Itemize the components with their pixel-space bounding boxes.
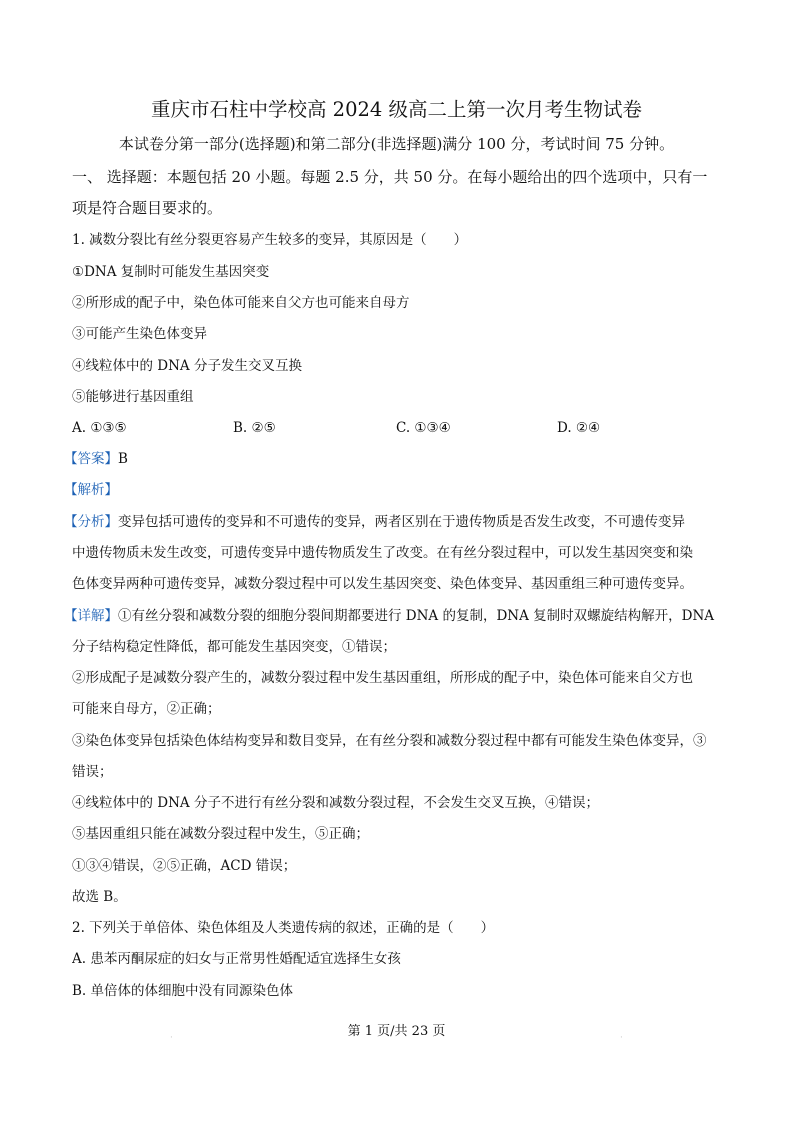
fenxi-line-2: 中遗传物质未发生改变，可遗传变异中遗传物质发生了改变。在有丝分裂过程中，可以发生基因突变和染 bbox=[72, 545, 693, 561]
section-heading-line-2: 项是符合题目要求的。 bbox=[72, 199, 223, 217]
analysis-tag: 【解析】 bbox=[64, 482, 118, 498]
question-2-option-a: A. 患苯丙酮尿症的妇女与正常男性婚配适宜选择生女孩 bbox=[72, 951, 401, 967]
fenxi-line-1 bbox=[64, 513, 721, 531]
xiangjie-line-7: ④线粒体中的 DNA 分子不进行有丝分裂和减数分裂过程，不会发生交叉互换，④错误； bbox=[72, 795, 599, 811]
xiangjie-line-4: 可能来自母方，②正确； bbox=[72, 701, 221, 717]
xiangjie-line-8: ⑤基因重组只能在减数分裂过程中发生，⑤正确； bbox=[72, 826, 369, 842]
question-1-option-b: B. ②⑤ bbox=[233, 420, 276, 436]
xiangjie-line-9: ①③④错误，②⑤正确，ACD 错误； bbox=[72, 858, 297, 874]
fenxi-tag: 【分析】 bbox=[64, 514, 118, 530]
fenxi-text-1: 变异包括可遗传的变异和不可遗传的变异，两者区别在于遗传物质是否发生改变，不可遗传变异 bbox=[118, 514, 685, 530]
faint-mark: · bbox=[620, 1033, 623, 1043]
question-1-option-a: A. ①③⑤ bbox=[72, 420, 127, 436]
xiangjie-line-6: 错误； bbox=[72, 764, 113, 780]
page-footer: 第 1 页/共 23 页 bbox=[347, 1024, 446, 1039]
question-1-option-c: C. ①③④ bbox=[396, 420, 451, 436]
xiangjie-tag: 【详解】 bbox=[64, 608, 118, 624]
xiangjie-line-10: 故选 B。 bbox=[72, 889, 127, 905]
question-1-item-5: ⑤能够进行基因重组 bbox=[72, 389, 194, 405]
page-title: 重庆市石柱中学校高 2024 级高二上第一次月考生物试卷 bbox=[150, 98, 643, 121]
question-1-item-4: ④线粒体中的 DNA 分子发生交叉互换 bbox=[72, 358, 302, 374]
answer-line bbox=[64, 450, 721, 468]
xiangjie-line-3: ②形成配子是减数分裂产生的，减数分裂过程中发生基因重组，所形成的配子中，染色体可能来自父方也 bbox=[72, 670, 693, 686]
question-1-item-1: ①DNA 复制时可能发生基因突变 bbox=[72, 264, 270, 280]
xiangjie-text-1: ①有丝分裂和减数分裂的细胞分裂间期都要进行 DNA 的复制，DNA 复制时双螺旋结构解开，DNA bbox=[118, 608, 715, 624]
question-2-option-b: B. 单倍体的体细胞中没有同源染色体 bbox=[72, 983, 294, 999]
section-heading-line-1: 一、 选择题：本题包括 20 小题。每题 2.5 分，共 50 分。在每小题给出的四个选项中，只有一 bbox=[72, 168, 708, 186]
xiangjie-line-2: 分子结构稳定性降低，都可能发生基因突变，①错误； bbox=[72, 639, 396, 655]
exam-instructions: 本试卷分第一部分(选择题)和第二部分(非选择题)满分 100 分，考试时间 75 分钟。 bbox=[118, 135, 675, 153]
answer-tag: 【答案】 bbox=[64, 451, 118, 467]
xiangjie-line-5: ③染色体变异包括染色体结构变异和数目变异，在有丝分裂和减数分裂过程中都有可能发生染色体变异，③ bbox=[72, 733, 707, 749]
xiangjie-line-1 bbox=[64, 607, 721, 625]
question-1-item-2: ②所形成的配子中，染色体可能来自父方也可能来自母方 bbox=[72, 295, 410, 311]
question-2-stem: 2. 下列关于单倍体、染色体组及人类遗传病的叙述，正确的是（ ） bbox=[72, 920, 495, 936]
analysis-line bbox=[64, 481, 721, 499]
question-1-item-3: ③可能产生染色体变异 bbox=[72, 326, 207, 342]
faint-mark: · bbox=[170, 1033, 173, 1043]
answer-value: B bbox=[118, 451, 128, 467]
question-1-option-d: D. ②④ bbox=[557, 420, 601, 436]
question-1-stem: 1. 减数分裂比有丝分裂更容易产生较多的变异，其原因是（ ） bbox=[72, 232, 468, 248]
fenxi-line-3: 色体变异两种可遗传变异，减数分裂过程中可以发生基因突变、染色体变异、基因重组三种可遗传变异。 bbox=[72, 576, 693, 592]
